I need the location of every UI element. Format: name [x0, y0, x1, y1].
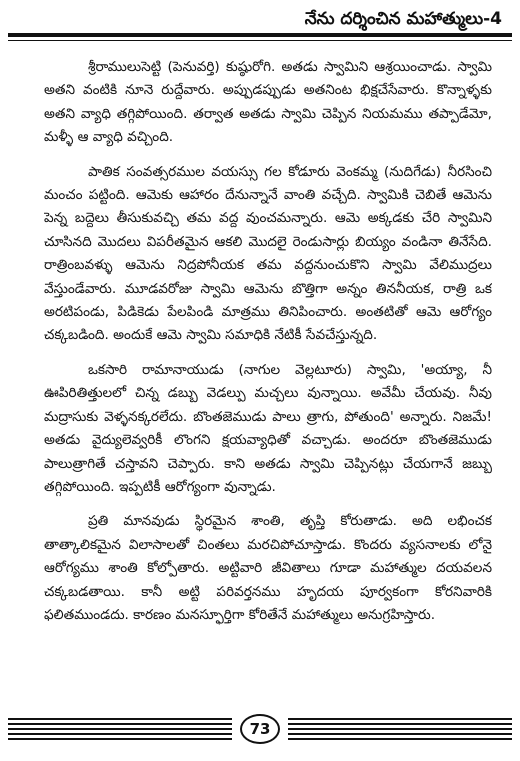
- paragraph-1: శ్రీరాములుసెట్టి (పెనువర్తి) కుష్ఠురోగి. అతడు స్వామిని ఆశ్రయించాడు. స్వామి అతని వంటికి నూనె రుద్దేవారు. అప్పుడప్పుడు అతనింట భిక్షచేసేవారు. కొన్నాళ్ళకు అతని వ్యాధి తగ్గిపోయింది. తర్వాత అతడు స్వామి చెప్పిన నియమము తప్పాడేమో, మళ్ళీ ఆ వ్యాధి వచ్చింది.: [44, 59, 492, 146]
- page-number: 73: [240, 714, 280, 744]
- footer-rule-right-3: [288, 728, 512, 730]
- page-header: [8, 6, 512, 46]
- footer-rule-right-5: [288, 738, 512, 740]
- paragraph-4: ప్రతి మానవుడు స్థిరమైన శాంతి, తృప్తి కోరుతాడు. అది లభించక తాత్కాలికమైన విలాసాలతో చింతలు మరచిపోచూస్తాడు. కొందరు వ్యసనాలకు లోనై ఆరోగ్యము శాంతి కోల్పోతారు. అట్టివారి జీవితాలు గూడా మహాత్ముల దయవలన చక్కబడతాయి. కానీ అట్టి పరివర్తనము హృదయ పూర్వకంగా కోరనివారికి ఫలితముండదు. కారణం మనస్ఫూర్తిగా కోరితేనే మహాత్ములు అనుగ్రహిస్తారు.: [44, 513, 492, 623]
- paragraph-3: ఒకసారి రామానాయుడు (నాగుల వెల్లటూరు) స్వామి, 'అయ్యా, నీ ఊపిరితిత్తులలో చిన్న డబ్బు వెడల్పు మచ్చలు వున్నాయి. అవేమీ చేయవు. నీవు మద్రాసుకు వెళ్ళనక్కరలేదు. బొంతజెముడు పాలు త్రాగు, పోతుంది' అన్నారు. నిజమే! అతడు వైద్యులెవ్వరికీ లొంగని క్షయవ్యాధితో వచ్చాడు. అందరూ బొంతజెముడు పాలుత్రాగితే చస్తావని చెప్పారు. కాని అతడు స్వామి చెప్పినట్లు చేయగానే జబ్బు తగ్గిపోయింది. ఇప్పటికీ ఆరోగ్యంగా వున్నాడు.: [44, 361, 492, 495]
- footer-rule-right-2: [288, 723, 512, 725]
- footer-rule-left-1: [8, 718, 232, 720]
- footer-rule-left-5: [8, 738, 232, 740]
- footer-rule-left-3: [8, 728, 232, 730]
- page-footer: [8, 708, 512, 756]
- footer-rule-right-4: [288, 733, 512, 735]
- header-rule-thick: [8, 33, 512, 37]
- running-title: నేను దర్శించిన మహాత్ములు-4: [304, 9, 502, 29]
- footer-rule-left-4: [8, 733, 232, 735]
- header-rule-thin: [8, 40, 512, 41]
- footer-rule-right-1: [288, 718, 512, 720]
- footer-rule-left-2: [8, 723, 232, 725]
- body-text: [44, 56, 492, 706]
- paragraph-2: పాతిక సంవత్సరముల వయస్సు గల కోడూరు వెంకమ్మ (నుదిగేడు) నీరసించి మంచం పట్టింది. ఆమెకు ఆహారం దేనున్నానే వాంతి వచ్చేది. స్వామికి చెబితే ఆమెను పెన్న బద్దెలు తీసుకువచ్చి తమ వద్ద వుంచమన్నారు. ఆమె అక్కడకు చేరి స్వామిని చూసినది మొదలు విపరీతమైన ఆకలి మొదలై రెండుసార్లు బియ్యం వండినా తినేసేది. రాత్రింబవళ్ళు ఆమెను నిద్రపోనీయక తమ వద్దనుంచుకొని స్వామి వేలిముద్రలు వేస్తుండేవారు. మూడవరోజు స్వామి ఆమెను బొత్తిగా అన్నం తిననీయక, రాత్రి ఒక అరటిపండు, పిడికెడు పేలపిండి మాత్రము తినిపించారు. అంతటితో ఆమె ఆరోగ్యం చక్కబడింది. అందుకే ఆమె స్వామి సమాధికి నేటికీ సేవచేస్తున్నది.: [44, 163, 492, 344]
